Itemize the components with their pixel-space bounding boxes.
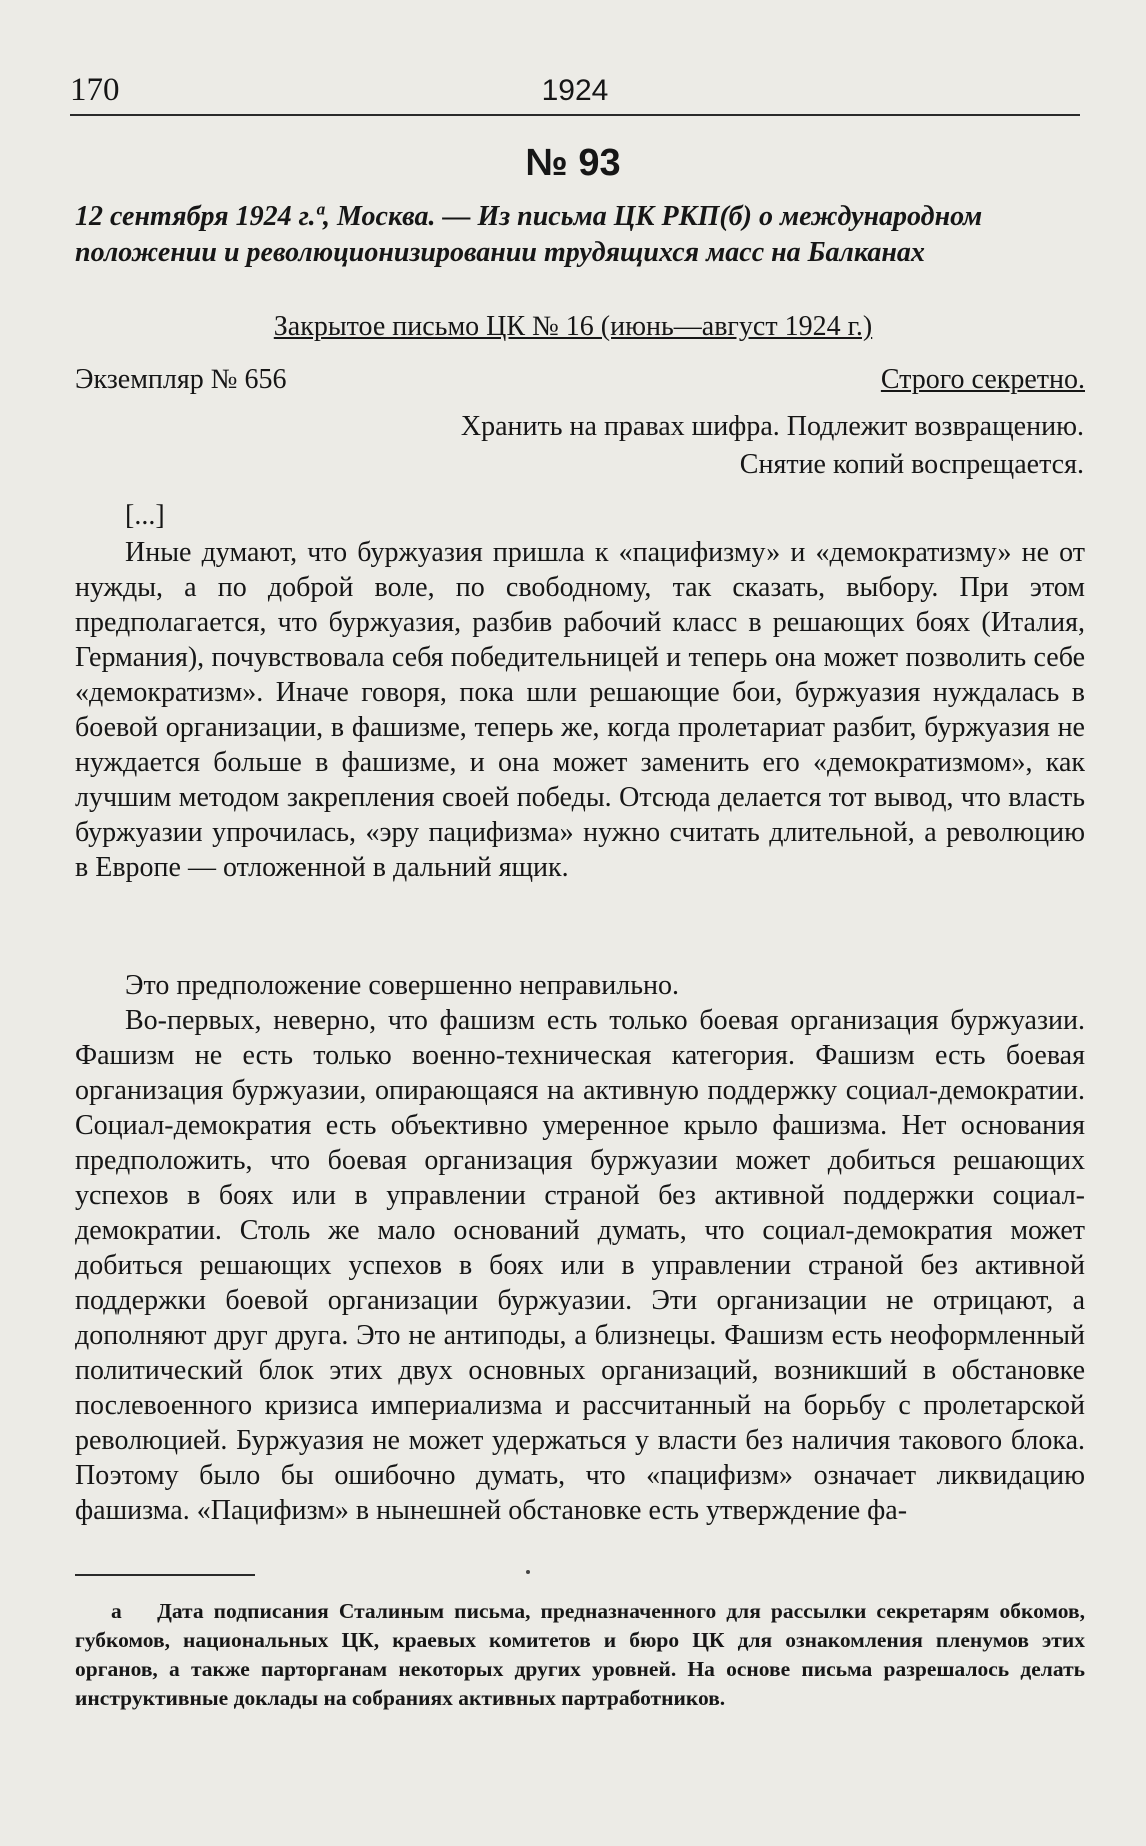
- copy-number: Экземпляр № 656: [75, 364, 287, 395]
- page-speck: [526, 1570, 530, 1574]
- secrecy-stamp: Строго секретно.: [880, 364, 1085, 395]
- cipher-line-2: Снятие копий воспрещается.: [739, 449, 1084, 480]
- document-number: № 93: [525, 142, 621, 184]
- cipher-line-1: Хранить на правах шифра. Подлежит возвращению.: [460, 411, 1084, 442]
- cipher-notice: [284, 408, 1084, 484]
- page-number: 170: [70, 72, 120, 108]
- document-subtitle: Закрытое письмо ЦК № 16 (июнь—август 1924 г.): [273, 311, 873, 342]
- footnote-marker: а: [111, 1599, 122, 1623]
- footnote-divider: [75, 1574, 255, 1576]
- footnote: [75, 1597, 1085, 1713]
- body-paragraph-2: Это предположение совершенно неправильно.: [125, 970, 679, 1001]
- footnote-text: Дата подписания Сталиным письма, предназначенного для рассылки секретарям обкомов, губкомов, национальных ЦК, краевых комитетов и бюро ЦК для ознакомления пленумов этих органов, а также парторганам некоторых других уровней. На основе письма разрешалось делать инструктивные доклады на собраниях активных партработников.: [75, 1599, 1085, 1710]
- document-title: 12 сентября 1924 г.ª, Москва. — Из письма ЦК РКП(б) о международном положении и революционизировании трудящихся масс на Балканах: [75, 201, 983, 268]
- body-paragraph-1: Иные думают, что буржуазия пришла к «пацифизму» и «демократизму» не от нужды, а по доброй воле, по свободному, так сказать, выбору. При этом предполагается, что буржуазия, разбив рабочий класс в решающих боях (Италия, Германия), почувствовала себя победительницей и теперь она может позволить себе «демократизм». Иначе говоря, пока шли решающие бои, буржуазия нуждалась в боевой организации, в фашизме, теперь же, когда пролетариат разбит, буржуазия не нуждается больше в фашизме, и она может заменить его «демократизмом», как лучшим методом закрепления своей победы. Отсюда делается тот вывод, что власть буржуазии упрочилась, «эру пацифизма» нужно считать длительной, а революцию в Европе — отложенной в дальний ящик.: [75, 537, 1085, 883]
- running-head: 1924: [541, 74, 609, 107]
- page-header: [70, 68, 1080, 116]
- omission-mark: [...]: [125, 500, 165, 531]
- body-paragraph-3: Во-первых, неверно, что фашизм есть только боевая организация буржуазии. Фашизм не есть только военно-техническая категория. Фашизм есть боевая организация буржуазии, опирающаяся на активную поддержку социал-демократии. Социал-демократия есть объективно умеренное крыло фашизма. Нет основания предположить, что боевая организация буржуазии может добиться решающих успехов в боях или в управлении страной без активной поддержки социал-демократии. Столь же мало оснований думать, что социал-демократия может добиться решающих успехов в боях или в управлении страной без активной поддержки боевой организации буржуазии. Эти организации не отрицают, а дополняют друг друга. Это не антиподы, а близнецы. Фашизм есть неоформленный политический блок этих двух основных организаций, возникший в обстановке послевоенного кризиса империализма и рассчитанный на борьбу с пролетарской революцией. Буржуазия не может удержаться у власти без наличия такового блока. Поэтому было бы ошибочно думать, что «пацифизм» означает ликвидацию фашизма. «Пацифизм» в нынешней обстановке есть утверждение фа-: [75, 1005, 1085, 1526]
